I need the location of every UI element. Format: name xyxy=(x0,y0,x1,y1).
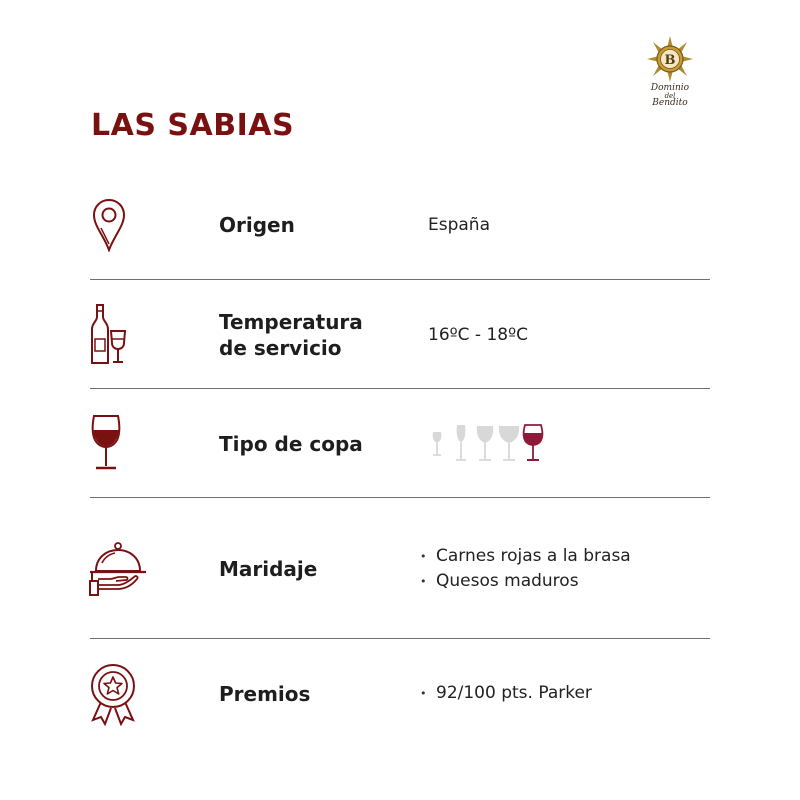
logo-text-line-1: Dominio xyxy=(650,83,690,93)
list-item: • Carnes rojas a la brasa xyxy=(420,544,631,569)
glass-option-5-selected xyxy=(524,425,543,460)
logo-text-line-2: del xyxy=(664,92,676,100)
label-temperatura xyxy=(219,309,363,361)
glass-option-1 xyxy=(433,432,442,455)
label-premios: Premios xyxy=(219,682,311,706)
divider xyxy=(90,388,710,389)
premios-list xyxy=(420,681,592,706)
glass-option-2 xyxy=(456,425,466,460)
label-maridaje: Maridaje xyxy=(219,557,318,581)
location-pin-icon xyxy=(92,198,126,256)
label-tipo-copa: Tipo de copa xyxy=(219,432,363,456)
glass-option-3 xyxy=(477,426,493,460)
divider xyxy=(90,638,710,639)
value-origen: España xyxy=(428,215,490,235)
logo-monogram: B xyxy=(664,53,676,68)
glass-option-4 xyxy=(499,426,519,460)
red-wine-glass-icon xyxy=(90,414,122,476)
brand-logo xyxy=(640,34,700,110)
label-temperatura-line-2: de servicio xyxy=(219,336,342,360)
label-temperatura-line-1: Temperatura xyxy=(219,310,363,334)
food-cloche-icon xyxy=(88,541,148,603)
wine-bottle-glass-icon xyxy=(89,303,129,369)
glass-type-selector xyxy=(338,424,558,468)
award-ribbon-icon xyxy=(89,662,137,730)
divider xyxy=(90,497,710,498)
value-temperatura: 16ºC - 18ºC xyxy=(428,325,528,345)
divider xyxy=(90,279,710,280)
maridaje-list xyxy=(420,544,631,594)
page-title: LAS SABIAS xyxy=(91,108,295,143)
label-origen: Origen xyxy=(219,213,295,237)
sun-monogram-icon xyxy=(640,34,700,84)
list-item: • 92/100 pts. Parker xyxy=(420,681,592,706)
logo-text-line-3: Bendito xyxy=(652,98,688,108)
list-item: • Quesos maduros xyxy=(420,569,631,594)
